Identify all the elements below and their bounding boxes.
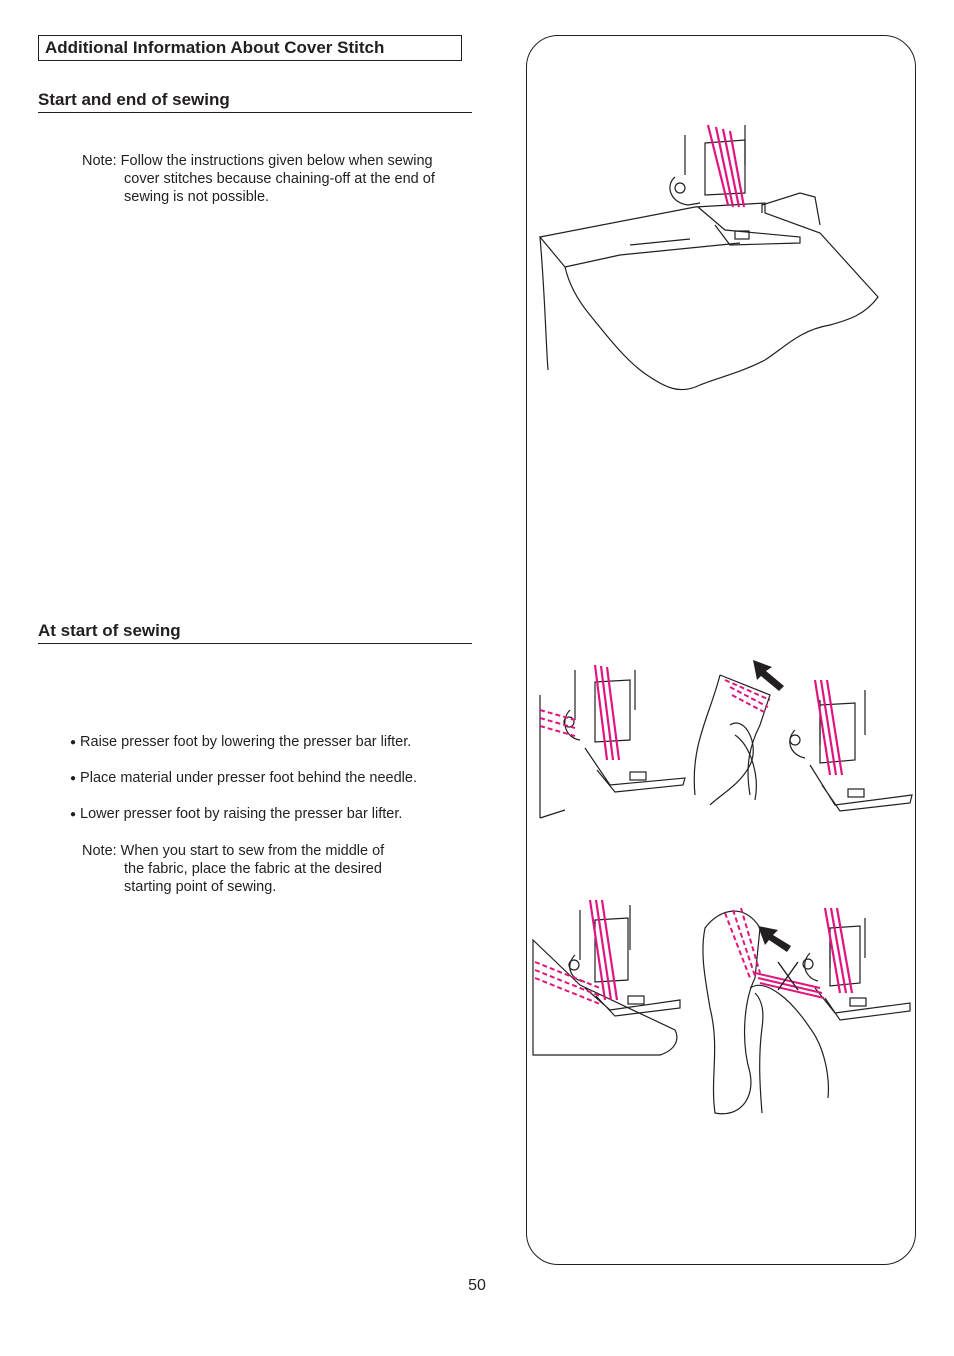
start-step-illustration-b: [690, 655, 915, 825]
note-line: starting point of sewing.: [124, 879, 277, 895]
note-line: sewing is not possible.: [124, 189, 270, 205]
bullet-text: Place material under presser foot behind the needle.: [80, 770, 417, 786]
start-step-illustration-d: [700, 898, 915, 1123]
note-line: Note: When you start to sew from the middle of: [82, 843, 385, 859]
bullet-text: Raise presser foot by lowering the presser bar lifter.: [80, 734, 412, 750]
note-start-end: [82, 152, 435, 206]
bullet-item: [70, 769, 417, 788]
arrow-up-left-icon: [753, 660, 784, 691]
bullet-item: [70, 805, 402, 824]
bullet-dot-icon: ●: [70, 773, 77, 784]
start-step-illustration-c: [530, 900, 690, 1060]
bullet-text: Lower presser foot by raising the presser bar lifter.: [80, 806, 403, 822]
arrow-up-left-icon: [758, 926, 791, 952]
machine-bed-illustration: [530, 115, 890, 405]
bullet-item: [70, 733, 411, 752]
page-number: 50: [468, 1277, 486, 1294]
bullet-dot-icon: ●: [70, 809, 77, 820]
note-line: the fabric, place the fabric at the desired: [124, 861, 382, 877]
note-line: cover stitches because chaining-off at the end of: [124, 171, 435, 187]
start-step-illustration-a: [535, 660, 695, 820]
heading-start-and-end: Start and end of sewing: [38, 89, 472, 113]
bullet-dot-icon: ●: [70, 737, 77, 748]
note-at-start: [82, 842, 384, 896]
heading-at-start: At start of sewing: [38, 620, 472, 644]
note-line: Note: Follow the instructions given below when sewing: [82, 153, 433, 169]
section-title-box: Additional Information About Cover Stitch: [38, 35, 462, 61]
